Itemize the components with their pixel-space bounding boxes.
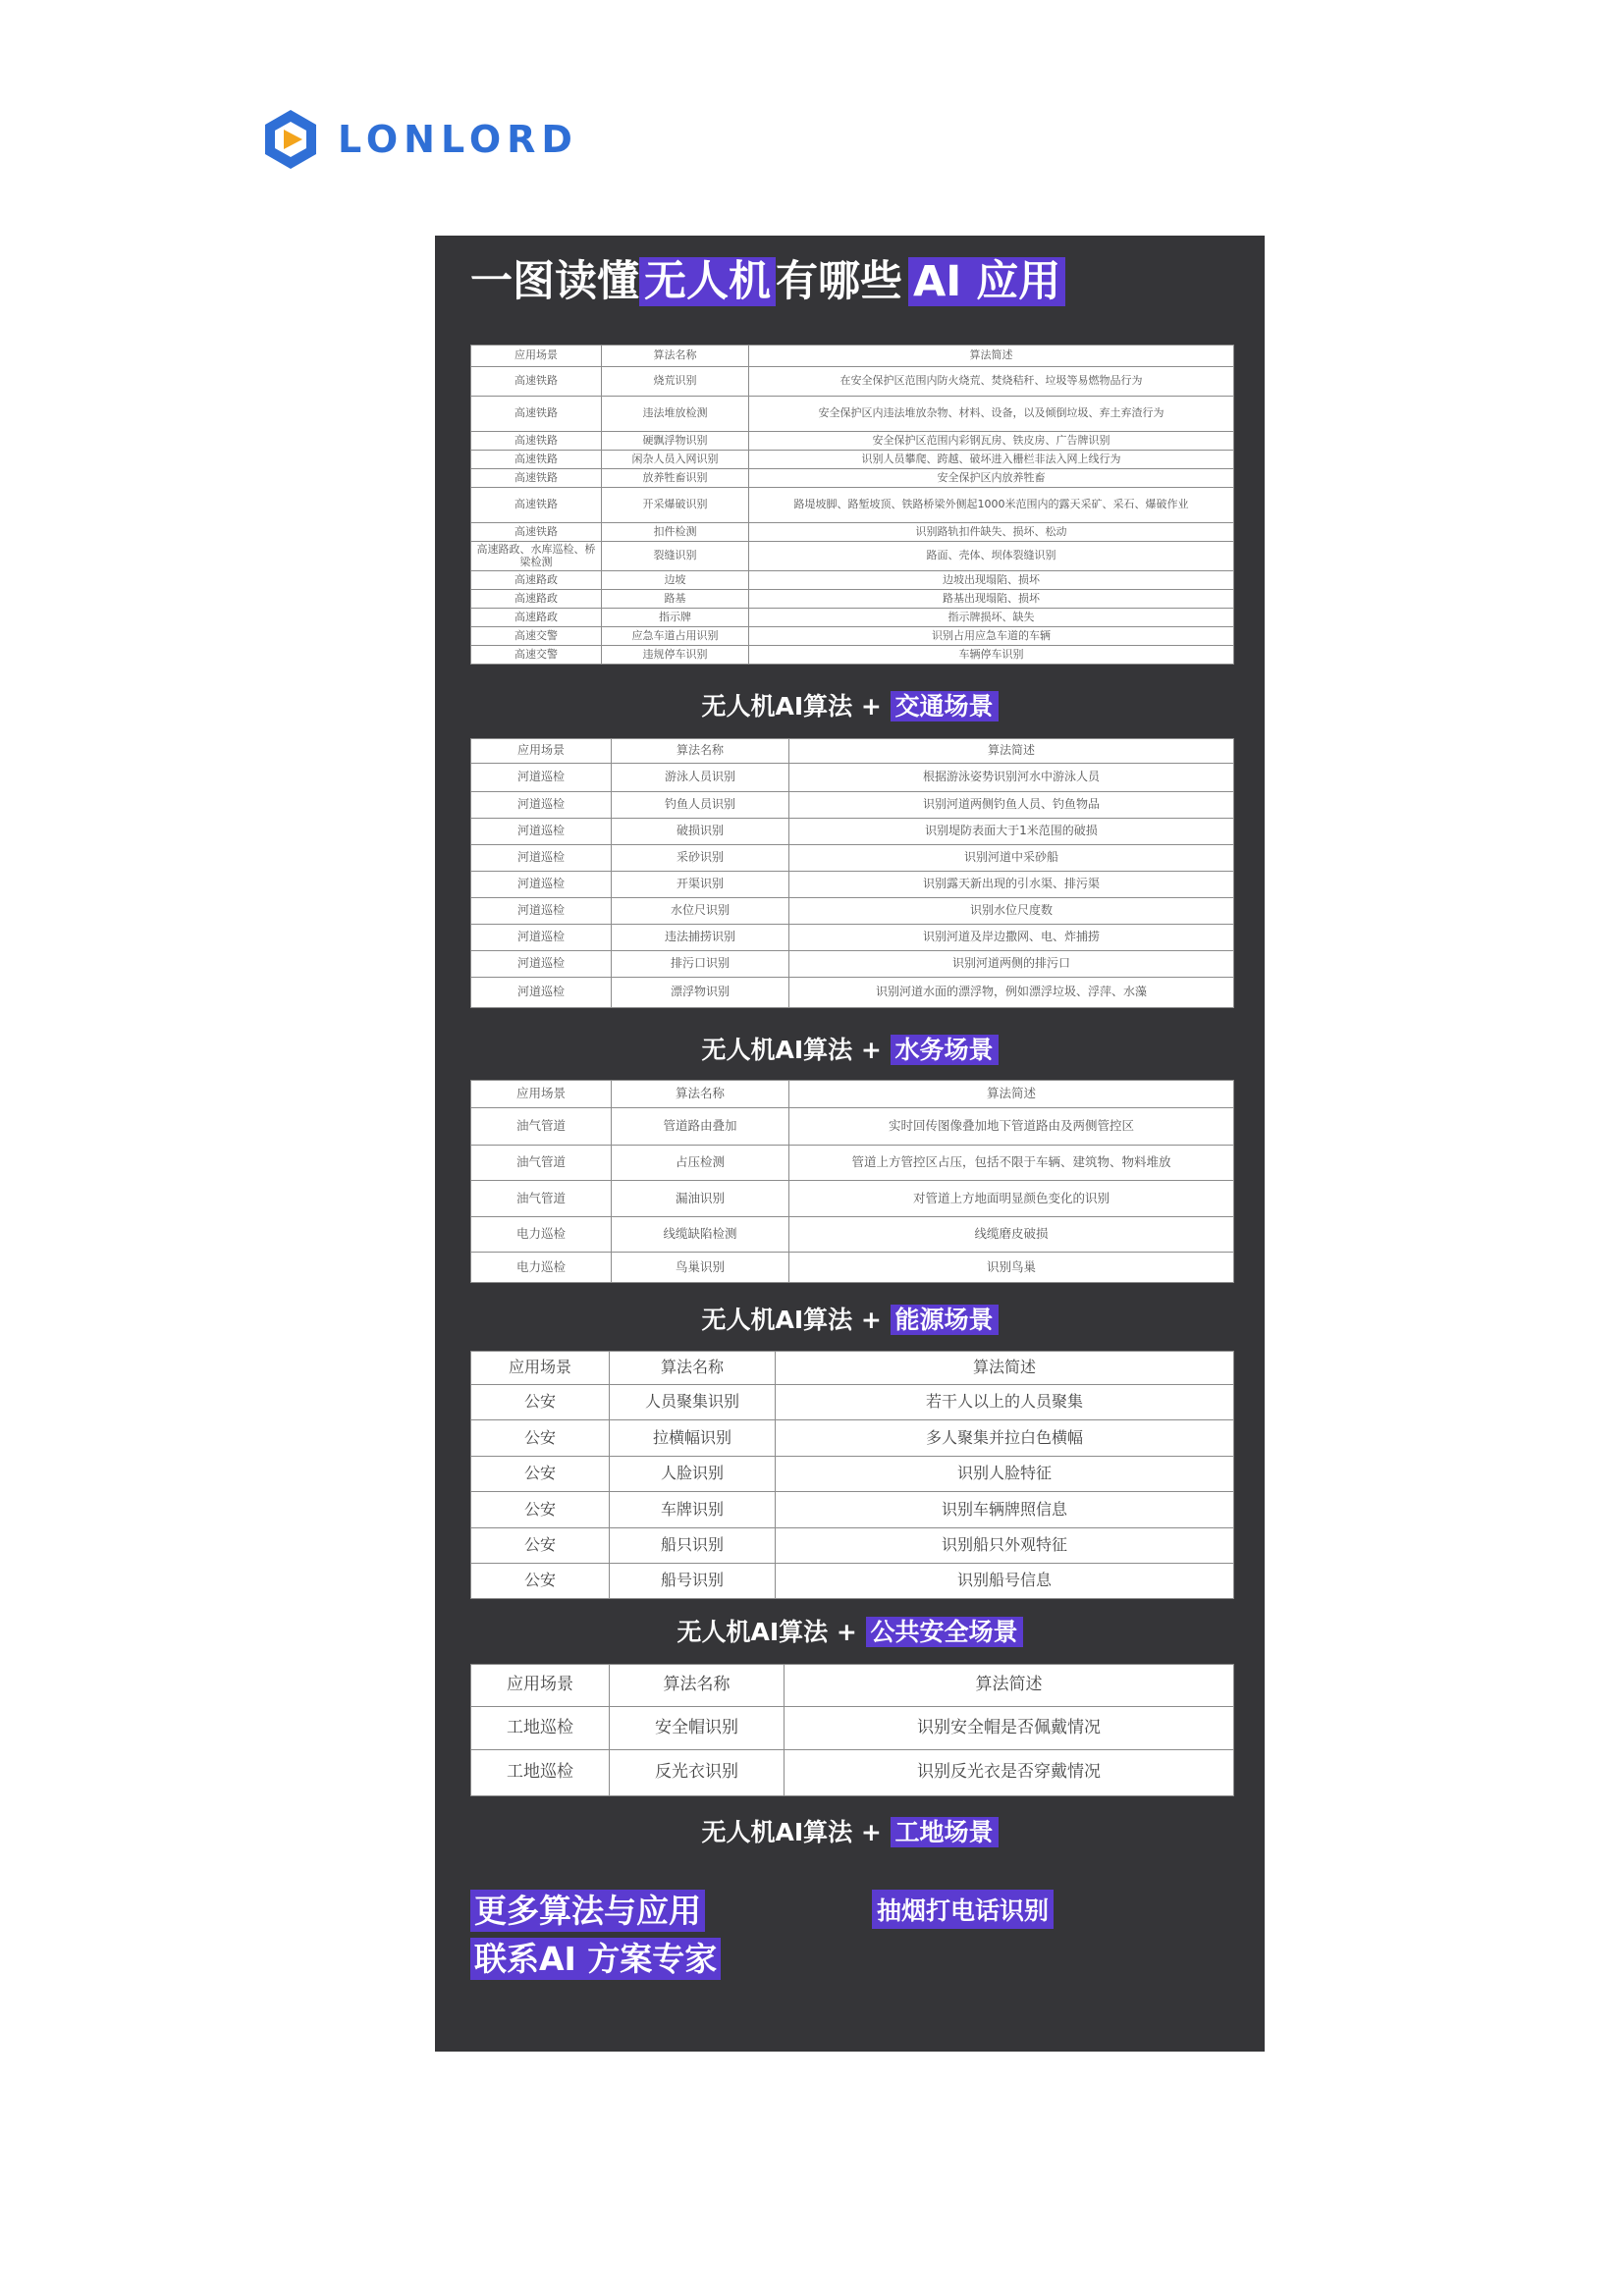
col-name-header: 算法名称 <box>602 346 749 367</box>
algorithm-cell: 漏油识别 <box>612 1181 789 1217</box>
scene-cell: 高速铁路 <box>471 523 602 542</box>
description-cell: 识别人脸特征 <box>776 1457 1234 1492</box>
col-desc-header: 算法简述 <box>789 1081 1234 1108</box>
description-cell: 多人聚集并拉白色横幅 <box>776 1420 1234 1457</box>
algorithm-cell: 边坡 <box>602 571 749 590</box>
description-cell: 识别人员攀爬、跨越、破坏进入栅栏非法入网上线行为 <box>749 451 1234 469</box>
table-row <box>471 1108 1234 1146</box>
scene-cell: 公安 <box>471 1492 610 1528</box>
table-row <box>471 872 1234 898</box>
scene-cell: 高速铁路 <box>471 397 602 432</box>
table-row <box>471 451 1234 469</box>
table-row <box>471 1181 1234 1217</box>
algorithm-cell: 违法捕捞识别 <box>612 925 789 951</box>
scene-cell: 高速交警 <box>471 646 602 665</box>
scene-cell: 公安 <box>471 1457 610 1492</box>
algorithm-cell: 车牌识别 <box>610 1492 776 1528</box>
section-highlight: 工地场景 <box>891 1817 999 1847</box>
table-row <box>471 609 1234 627</box>
algorithm-cell: 拉横幅识别 <box>610 1420 776 1457</box>
section-label: 无人机AI算法 + <box>677 1618 866 1646</box>
scene-cell: 河道巡检 <box>471 872 612 898</box>
table-row <box>471 764 1234 792</box>
scene-cell: 河道巡检 <box>471 792 612 819</box>
algorithm-cell: 线缆缺陷检测 <box>612 1217 789 1253</box>
table-row <box>471 978 1234 1008</box>
hexagon-play-logo-icon <box>263 108 318 171</box>
scene-cell: 河道巡检 <box>471 819 612 845</box>
col-desc-header: 算法简述 <box>785 1665 1234 1707</box>
scene-cell: 公安 <box>471 1564 610 1599</box>
section-highlight: 能源场景 <box>891 1305 999 1335</box>
description-cell: 识别占用应急车道的车辆 <box>749 627 1234 646</box>
table-row <box>471 646 1234 665</box>
security-section-title <box>435 1613 1265 1648</box>
description-cell: 路基出现塌陷、损坏 <box>749 590 1234 609</box>
algorithm-cell: 排污口识别 <box>612 951 789 978</box>
water-table <box>470 738 1234 1008</box>
table-row <box>471 1492 1234 1528</box>
description-cell: 识别河道水面的漂浮物，例如漂浮垃圾、浮萍、水藻 <box>789 978 1234 1008</box>
description-cell: 识别河道及岸边撒网、电、炸捕捞 <box>789 925 1234 951</box>
table-row <box>471 1385 1234 1420</box>
title-prefix: 一图读懂 <box>470 257 639 306</box>
col-scene-header: 应用场景 <box>471 739 612 764</box>
table-row <box>471 951 1234 978</box>
description-cell: 管道上方管控区占压，包括不限于车辆、建筑物、物料堆放 <box>789 1146 1234 1181</box>
description-cell: 识别船号信息 <box>776 1564 1234 1599</box>
table-row <box>471 925 1234 951</box>
description-cell: 在安全保护区范围内防火烧荒、焚烧秸秆、垃圾等易燃物品行为 <box>749 367 1234 397</box>
scene-cell: 油气管道 <box>471 1146 612 1181</box>
algorithm-cell: 放养牲畜识别 <box>602 469 749 488</box>
table-row <box>471 1707 1234 1750</box>
algorithm-cell: 管道路由叠加 <box>612 1108 789 1146</box>
more-info-callout <box>470 1888 721 1984</box>
scene-cell: 公安 <box>471 1420 610 1457</box>
water-section-title <box>435 1031 1265 1066</box>
table-row <box>471 488 1234 523</box>
algorithm-cell: 应急车道占用识别 <box>602 627 749 646</box>
scene-cell: 电力巡检 <box>471 1217 612 1253</box>
description-cell: 线缆磨皮破损 <box>789 1217 1234 1253</box>
energy-table <box>470 1080 1234 1283</box>
algorithm-cell: 水位尺识别 <box>612 898 789 925</box>
description-cell: 若干人以上的人员聚集 <box>776 1385 1234 1420</box>
algorithm-cell: 游泳人员识别 <box>612 764 789 792</box>
algorithm-cell: 破损识别 <box>612 819 789 845</box>
table-row <box>471 571 1234 590</box>
description-cell: 识别水位尺度数 <box>789 898 1234 925</box>
description-cell: 识别路轨扣件缺失、损坏、松动 <box>749 523 1234 542</box>
table-row <box>471 1750 1234 1796</box>
description-cell: 对管道上方地面明显颜色变化的识别 <box>789 1181 1234 1217</box>
algorithm-cell: 路基 <box>602 590 749 609</box>
section-label: 无人机AI算法 + <box>701 1306 891 1334</box>
description-cell: 识别河道两侧的排污口 <box>789 951 1234 978</box>
table-row <box>471 1528 1234 1564</box>
table-row <box>471 469 1234 488</box>
algorithm-cell: 扣件检测 <box>602 523 749 542</box>
description-cell: 根据游泳姿势识别河水中游泳人员 <box>789 764 1234 792</box>
brand-logo <box>263 108 578 171</box>
table-row <box>471 1564 1234 1599</box>
col-scene-header: 应用场景 <box>471 1352 610 1385</box>
description-cell: 识别车辆牌照信息 <box>776 1492 1234 1528</box>
scene-cell: 公安 <box>471 1528 610 1564</box>
table-row <box>471 367 1234 397</box>
algorithm-cell: 裂缝识别 <box>602 542 749 571</box>
table-row <box>471 792 1234 819</box>
traffic-section-title <box>435 687 1265 722</box>
scene-cell: 高速路政 <box>471 609 602 627</box>
table-row <box>471 432 1234 451</box>
table-row <box>471 590 1234 609</box>
title-highlight-drone: 无人机 <box>639 257 776 306</box>
scene-cell: 油气管道 <box>471 1181 612 1217</box>
security-table <box>470 1351 1234 1599</box>
more-line-1: 更多算法与应用 <box>470 1890 705 1932</box>
algorithm-cell: 烧荒识别 <box>602 367 749 397</box>
page-title <box>470 255 1065 310</box>
algorithm-cell: 反光衣识别 <box>610 1750 785 1796</box>
algorithm-cell: 人员聚集识别 <box>610 1385 776 1420</box>
col-desc-header: 算法简述 <box>749 346 1234 367</box>
description-cell: 识别船只外观特征 <box>776 1528 1234 1564</box>
description-cell: 识别鸟巢 <box>789 1253 1234 1283</box>
description-cell: 识别河道中采砂船 <box>789 845 1234 872</box>
scene-cell: 河道巡检 <box>471 845 612 872</box>
scene-cell: 高速铁路 <box>471 488 602 523</box>
algorithm-cell: 违规停车识别 <box>602 646 749 665</box>
scene-cell: 河道巡检 <box>471 925 612 951</box>
description-cell: 安全保护区内违法堆放杂物、材料、设备，以及倾倒垃圾、弃土弃渣行为 <box>749 397 1234 432</box>
description-cell: 车辆停车识别 <box>749 646 1234 665</box>
col-scene-header: 应用场景 <box>471 1665 610 1707</box>
scene-cell: 高速路政 <box>471 571 602 590</box>
algorithm-cell: 船号识别 <box>610 1564 776 1599</box>
scene-cell: 工地巡检 <box>471 1750 610 1796</box>
table-row <box>471 397 1234 432</box>
algorithm-cell: 占压检测 <box>612 1146 789 1181</box>
description-cell: 安全保护区范围内彩钢瓦房、铁皮房、广告牌识别 <box>749 432 1234 451</box>
scene-cell: 河道巡检 <box>471 951 612 978</box>
section-highlight: 水务场景 <box>891 1035 999 1065</box>
scene-cell: 公安 <box>471 1385 610 1420</box>
col-scene-header: 应用场景 <box>471 346 602 367</box>
description-cell: 路面、壳体、坝体裂缝识别 <box>749 542 1234 571</box>
table-row <box>471 627 1234 646</box>
site-section-title <box>435 1813 1265 1848</box>
scene-cell: 河道巡检 <box>471 978 612 1008</box>
algorithm-cell: 人脸识别 <box>610 1457 776 1492</box>
scene-cell: 工地巡检 <box>471 1707 610 1750</box>
description-cell: 识别河道两侧钓鱼人员、钓鱼物品 <box>789 792 1234 819</box>
scene-cell: 河道巡检 <box>471 898 612 925</box>
section-highlight: 公共安全场景 <box>866 1617 1023 1647</box>
table-row <box>471 1217 1234 1253</box>
col-desc-header: 算法简述 <box>776 1352 1234 1385</box>
description-cell: 识别堤防表面大于1米范围的破损 <box>789 819 1234 845</box>
scene-cell: 高速路政 <box>471 590 602 609</box>
algorithm-cell: 漂浮物识别 <box>612 978 789 1008</box>
algorithm-cell: 安全帽识别 <box>610 1707 785 1750</box>
description-cell: 路堤坡脚、路堑坡顶、铁路桥梁外侧起1000米范围内的露天采矿、采石、爆破作业 <box>749 488 1234 523</box>
scene-cell: 高速路政、水库巡检、桥梁检测 <box>471 542 602 571</box>
scene-cell: 高速交警 <box>471 627 602 646</box>
table-row <box>471 819 1234 845</box>
description-cell: 指示牌损坏、缺失 <box>749 609 1234 627</box>
energy-section-title <box>435 1301 1265 1336</box>
description-cell: 识别反光衣是否穿戴情况 <box>785 1750 1234 1796</box>
section-label: 无人机AI算法 + <box>701 1036 891 1064</box>
scene-cell: 高速铁路 <box>471 367 602 397</box>
col-desc-header: 算法简述 <box>789 739 1234 764</box>
smoke-phone-callout: 抽烟打电话识别 <box>872 1890 1054 1929</box>
section-label: 无人机AI算法 + <box>701 692 891 721</box>
table-row <box>471 523 1234 542</box>
algorithm-cell: 钓鱼人员识别 <box>612 792 789 819</box>
table-row <box>471 1253 1234 1283</box>
table-row <box>471 898 1234 925</box>
description-cell: 识别露天新出现的引水渠、排污渠 <box>789 872 1234 898</box>
description-cell: 边坡出现塌陷、损坏 <box>749 571 1234 590</box>
algorithm-cell: 采砂识别 <box>612 845 789 872</box>
scene-cell: 电力巡检 <box>471 1253 612 1283</box>
section-label: 无人机AI算法 + <box>701 1818 891 1846</box>
more-line-2: 联系AI 方案专家 <box>470 1938 721 1980</box>
scene-cell: 高速铁路 <box>471 432 602 451</box>
title-middle: 有哪些 <box>776 257 902 306</box>
table-row <box>471 1146 1234 1181</box>
col-name-header: 算法名称 <box>612 739 789 764</box>
traffic-table <box>470 345 1234 665</box>
col-scene-header: 应用场景 <box>471 1081 612 1108</box>
scene-cell: 油气管道 <box>471 1108 612 1146</box>
table-row <box>471 1457 1234 1492</box>
section-highlight: 交通场景 <box>891 691 999 721</box>
algorithm-cell: 闲杂人员入网识别 <box>602 451 749 469</box>
title-highlight-ai: AI 应用 <box>908 257 1065 306</box>
site-table <box>470 1664 1234 1796</box>
table-row <box>471 845 1234 872</box>
description-cell: 实时回传图像叠加地下管道路由及两侧管控区 <box>789 1108 1234 1146</box>
col-name-header: 算法名称 <box>612 1081 789 1108</box>
col-name-header: 算法名称 <box>610 1665 785 1707</box>
algorithm-cell: 船只识别 <box>610 1528 776 1564</box>
scene-cell: 高速铁路 <box>471 469 602 488</box>
infographic-panel <box>435 236 1265 2052</box>
description-cell: 安全保护区内放养牲畜 <box>749 469 1234 488</box>
algorithm-cell: 违法堆放检测 <box>602 397 749 432</box>
algorithm-cell: 开渠识别 <box>612 872 789 898</box>
scene-cell: 高速铁路 <box>471 451 602 469</box>
algorithm-cell: 硬飘浮物识别 <box>602 432 749 451</box>
brand-name: LONLORD <box>338 118 578 161</box>
table-row <box>471 542 1234 571</box>
col-name-header: 算法名称 <box>610 1352 776 1385</box>
scene-cell: 河道巡检 <box>471 764 612 792</box>
table-row <box>471 1420 1234 1457</box>
algorithm-cell: 鸟巢识别 <box>612 1253 789 1283</box>
algorithm-cell: 指示牌 <box>602 609 749 627</box>
algorithm-cell: 开采爆破识别 <box>602 488 749 523</box>
description-cell: 识别安全帽是否佩戴情况 <box>785 1707 1234 1750</box>
